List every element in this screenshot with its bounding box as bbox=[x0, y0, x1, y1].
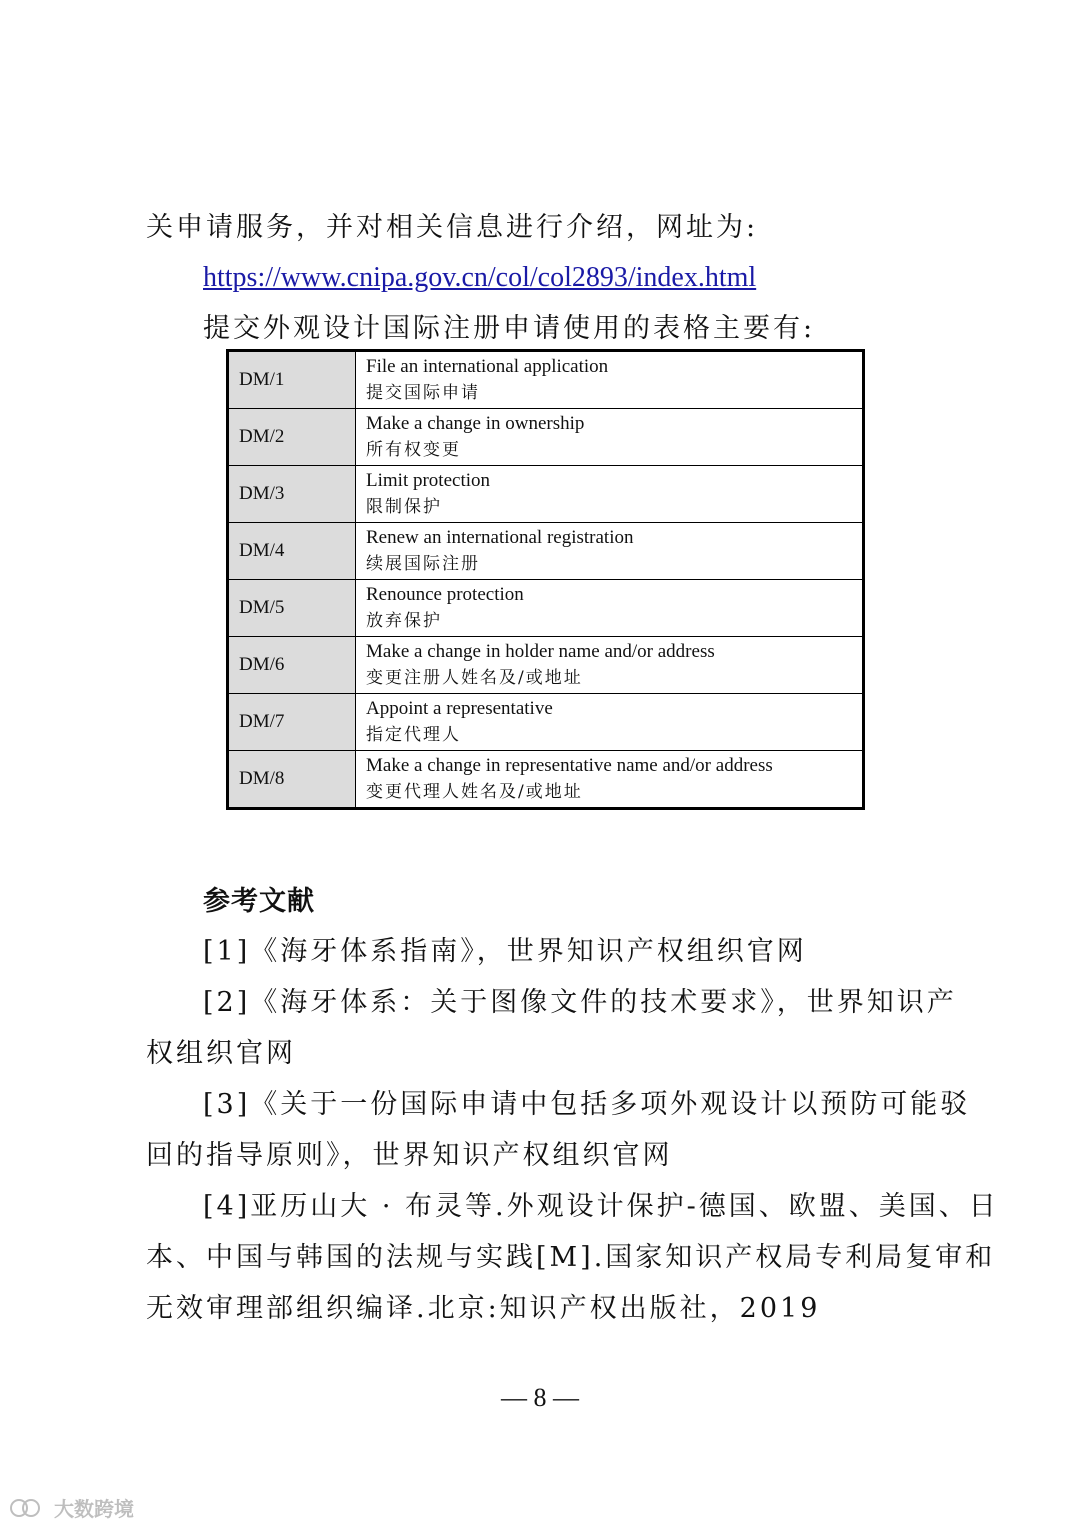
form-row bbox=[228, 523, 864, 580]
intro-line: 关申请服务，并对相关信息进行介绍，网址为: bbox=[146, 212, 759, 243]
form-description bbox=[356, 351, 864, 409]
form-description-en: Make a change in holder name and/or address bbox=[366, 641, 715, 662]
form-row bbox=[228, 751, 864, 809]
form-description-zh: 指定代理人 bbox=[366, 725, 461, 745]
form-description bbox=[356, 637, 864, 694]
form-description-zh: 变更代理人姓名及/或地址 bbox=[366, 782, 583, 802]
form-description bbox=[356, 751, 864, 809]
form-code: DM/7 bbox=[228, 694, 356, 751]
reference-4-line-1: [4]亚历山大 · 布灵等.外观设计保护-德国、欧盟、美国、日 bbox=[203, 1191, 999, 1222]
cnipa-url-link[interactable]: https://www.cnipa.gov.cn/col/col2893/index.html bbox=[203, 262, 757, 293]
forms-table bbox=[226, 349, 865, 810]
watermark bbox=[10, 1492, 134, 1522]
form-description bbox=[356, 523, 864, 580]
form-code: DM/4 bbox=[228, 523, 356, 580]
reference-3-line-1: [3]《关于一份国际申请中包括多项外观设计以预防可能驳 bbox=[203, 1089, 971, 1120]
form-description-en: Appoint a representative bbox=[366, 698, 553, 719]
form-description-en: Make a change in representative name and/or address bbox=[366, 755, 773, 776]
form-row bbox=[228, 409, 864, 466]
form-code: DM/6 bbox=[228, 637, 356, 694]
forms-intro: 提交外观设计国际注册申请使用的表格主要有: bbox=[203, 313, 816, 344]
form-description bbox=[356, 694, 864, 751]
page-number: — 8 — bbox=[501, 1383, 579, 1412]
form-description-en: Renounce protection bbox=[366, 584, 524, 605]
form-code: DM/8 bbox=[228, 751, 356, 809]
form-description-zh: 提交国际申请 bbox=[366, 383, 480, 403]
form-row bbox=[228, 580, 864, 637]
form-description bbox=[356, 580, 864, 637]
form-description-en: Limit protection bbox=[366, 470, 491, 491]
form-row bbox=[228, 351, 864, 409]
form-code: DM/3 bbox=[228, 466, 356, 523]
forms-table-body bbox=[228, 351, 864, 809]
form-description-en: Renew an international registration bbox=[366, 527, 634, 548]
form-description-zh: 所有权变更 bbox=[366, 440, 461, 460]
reference-4-line-2: 本、中国与韩国的法规与实践[M].国家知识产权局专利局复审和 bbox=[146, 1242, 996, 1273]
reference-2-line-2: 权组织官网 bbox=[146, 1038, 296, 1069]
form-description-zh: 变更注册人姓名及/或地址 bbox=[366, 668, 583, 688]
references-heading: 参考文献 bbox=[203, 886, 315, 917]
form-description-en: Make a change in ownership bbox=[366, 413, 585, 434]
form-row bbox=[228, 637, 864, 694]
form-description-en: File an international application bbox=[366, 356, 609, 377]
reference-3-line-2: 回的指导原则》，世界知识产权组织官网 bbox=[146, 1140, 673, 1171]
form-code: DM/1 bbox=[228, 351, 356, 409]
form-description-zh: 限制保护 bbox=[366, 497, 442, 517]
form-description-zh: 放弃保护 bbox=[366, 611, 442, 631]
form-code: DM/2 bbox=[228, 409, 356, 466]
form-description bbox=[356, 409, 864, 466]
form-description bbox=[356, 466, 864, 523]
reference-4-line-3: 无效审理部组织编译.北京:知识产权出版社，2019 bbox=[146, 1293, 821, 1324]
form-row bbox=[228, 466, 864, 523]
form-description-zh: 续展国际注册 bbox=[366, 554, 480, 574]
watermark-logo-icon bbox=[10, 1496, 48, 1518]
form-row bbox=[228, 694, 864, 751]
watermark-text: 大数跨境 bbox=[54, 1496, 134, 1521]
form-code: DM/5 bbox=[228, 580, 356, 637]
reference-2-line-1: [2]《海牙体系：关于图像文件的技术要求》，世界知识产 bbox=[203, 987, 957, 1018]
reference-1: [1]《海牙体系指南》，世界知识产权组织官网 bbox=[203, 936, 807, 967]
url-line bbox=[203, 260, 756, 296]
